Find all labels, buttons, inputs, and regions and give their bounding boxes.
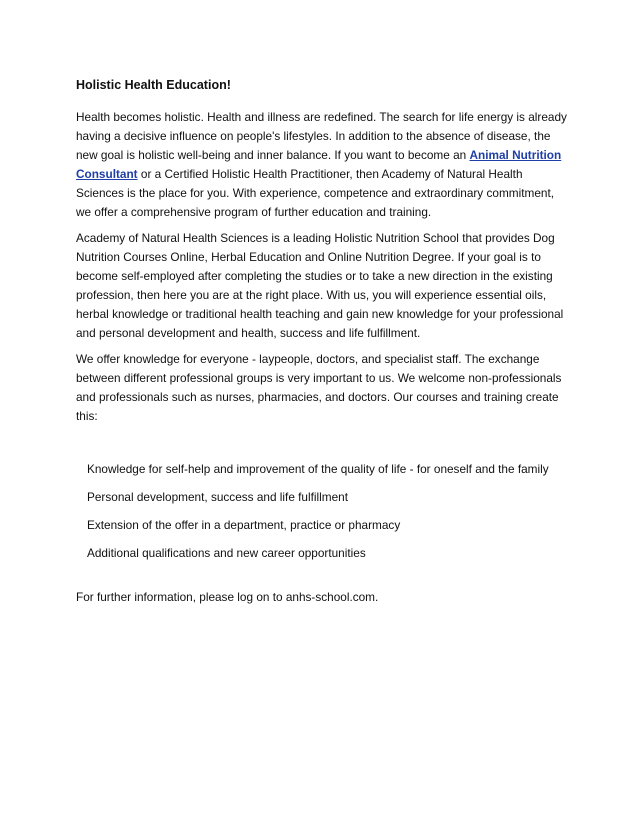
list-item: Additional qualifications and new career opportunities — [87, 546, 366, 560]
paragraph-offer: We offer knowledge for everyone - laypeople, doctors, and specialist staff. The exchange between different professional groups is very important to us. We welcome non-professionals and professionals such as nurses, pharmacies, and doctors. Our courses and training create this: — [76, 352, 562, 423]
paragraph-intro-text-start: Health becomes holistic. Health and illness are redefined. The search for life energy is already having a decisive influence on people's lifestyles. In addition to the absence of disease, the new goal is holistic well-being and inner balance. If you want to become an — [76, 110, 567, 162]
document-title: Holistic Health Education! — [76, 78, 231, 92]
benefits-list — [87, 460, 568, 562]
paragraph-intro — [76, 108, 568, 222]
footer-note: For further information, please log on to anhs-school.com. — [76, 590, 379, 604]
animal-nutrition-consultant-link[interactable]: Animal Nutrition Consultant — [76, 148, 562, 181]
paragraph-academy: Academy of Natural Health Sciences is a leading Holistic Nutrition School that provides Dog Nutrition Courses Online, Herbal Education and Online Nutrition Degree. If your goal is to become self-employed after completing the studies or to take a new direction in the existing profession, then here you are at the right place. With us, you will experience essential oils, herbal knowledge or traditional health teaching and gain new knowledge for your professional and personal development and health, success and life fulfillment. — [76, 231, 564, 340]
list-item: Knowledge for self-help and improvement of the quality of life - for oneself and the family — [87, 462, 549, 476]
list-item: Extension of the offer in a department, practice or pharmacy — [87, 518, 401, 532]
paragraph-intro-text-end: or a Certified Holistic Health Practitioner, then Academy of Natural Health Sciences is the place for you. With experience, competence and extraordinary commitment, we offer a comprehensive program of further education and training. — [76, 167, 554, 219]
list-item: Personal development, success and life fulfillment — [87, 490, 348, 504]
